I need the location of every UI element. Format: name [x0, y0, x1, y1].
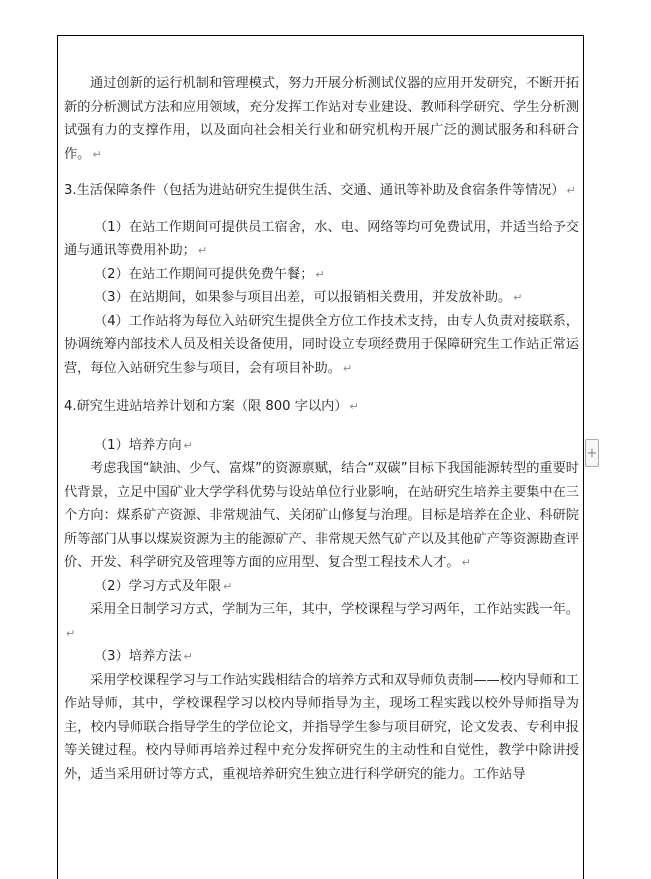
- subsection-body-text: 采用全日制学习方式，学制为三年，其中，学校课程与学习两年，工作站实践一年。: [90, 602, 579, 617]
- paragraph-mark: ↵: [183, 438, 193, 452]
- paragraph-mark: ↵: [461, 556, 471, 569]
- paragraph-mark: ↵: [92, 147, 102, 161]
- subsection-title-1: [64, 434, 579, 458]
- paragraph-mark: ↵: [513, 291, 523, 304]
- section-heading-3: [64, 179, 579, 203]
- subsection-title-text: （2）学习方式及年限: [94, 578, 222, 594]
- list-item-2: [64, 263, 579, 287]
- paragraph-mark: ↵: [315, 267, 325, 281]
- list-item-1: [64, 216, 579, 263]
- document-table-cell: [57, 35, 584, 879]
- paragraph-mark: ↵: [349, 400, 359, 413]
- paragraph-mark: ↵: [223, 579, 233, 593]
- heading-text: 4.研究生进站培养计划和方案（限 800 字以内）: [64, 399, 348, 414]
- subsection-body-text: 考虑我国“缺油、少气、富煤”的资源禀赋，结合“双碳”目标下我国能源转型的重要时代背景，立足中国矿业大学学科优势与设站单位行业影响，在站研究生培养主要集中在三个方向：煤系矿产资源、非常规油气、关闭矿山修复与治理。目标是培养在企业、科研院所等部门从事以煤炭资源为主的能源矿产、非常规天然气矿产以及其他矿产等资源勘查评价、开发、科学研究及管理等方面的应用型、复合型工程技术人才。: [64, 461, 579, 570]
- list-item-4: [64, 310, 579, 381]
- list-item-text: （3）在站期间，如果参与项目出差，可以报销相关费用，并发放补助。: [94, 290, 512, 305]
- list-item-text: （1）在站工作期间可提供员工宿舍，水、电、网络等均可免费试用，并适当给予交通与通讯等费用补助；: [64, 219, 579, 258]
- paragraph-mark: ↵: [183, 650, 193, 663]
- heading-text: 3.生活保障条件（包括为进站研究生提供生活、交通、通讯等补助及食宿条件等情况）: [64, 183, 565, 198]
- subsection-title-text: （3）培养方法: [94, 649, 182, 664]
- list-item-text: （4）工作站将为每位入站研究生提供全方位工作技术支持，由专人负责对接联系，协调统筹内部技术人员及相关设备使用，同时设立专项经费用于保障研究生工作站正常运营，每位入站研究生参与项目，会有项目补助。: [64, 313, 579, 376]
- list-item-3: [64, 286, 579, 310]
- paragraph-text: 通过创新的运行机制和管理模式，努力开展分析测试仪器的应用开发研究，不断开拓新的分析测试方法和应用领域，充分发挥工作站对专业建设、教师科学研究、学生分析测试强有力的支撑作用，以及面向社会相关行业和研究机构开展广泛的测试服务和科研合作。: [64, 76, 579, 162]
- expand-plus-button[interactable]: +: [585, 439, 599, 467]
- section-heading-4: [64, 395, 579, 419]
- subsection-title-text: （1）培养方向: [94, 437, 182, 453]
- subsection-body-2: [64, 598, 579, 645]
- subsection-body-text: 采用学校课程学习与工作站实践相结合的培养方式和双导师负责制——校内导师和工作站导师，其中，学校课程学习以校内导师指导为主，现场工程实践以校外导师指导为主，校内导师联合指导学生的学位论文，并指导学生参与项目研究，论文发表、专利申报等关键过程。校内导师再培养过程中充分发挥研究生的主动性和自觉性，教学中除讲授外，适当采用研讨等方式，重视培养研究生独立进行科学研究的能力。工作站导: [64, 672, 579, 782]
- paragraph-mark: ↵: [66, 626, 76, 640]
- paragraph-mark: ↵: [197, 244, 208, 257]
- paragraph-mark: ↵: [342, 361, 353, 375]
- subsection-body-1: [64, 457, 579, 575]
- subsection-body-3: [64, 669, 579, 787]
- subsection-title-2: [64, 575, 579, 599]
- list-item-text: （2）在站工作期间可提供免费午餐；: [94, 266, 314, 282]
- subsection-title-3: [64, 645, 579, 669]
- cell-content: [64, 72, 579, 786]
- paragraph-intro: [64, 72, 579, 166]
- paragraph-mark: ↵: [566, 184, 576, 197]
